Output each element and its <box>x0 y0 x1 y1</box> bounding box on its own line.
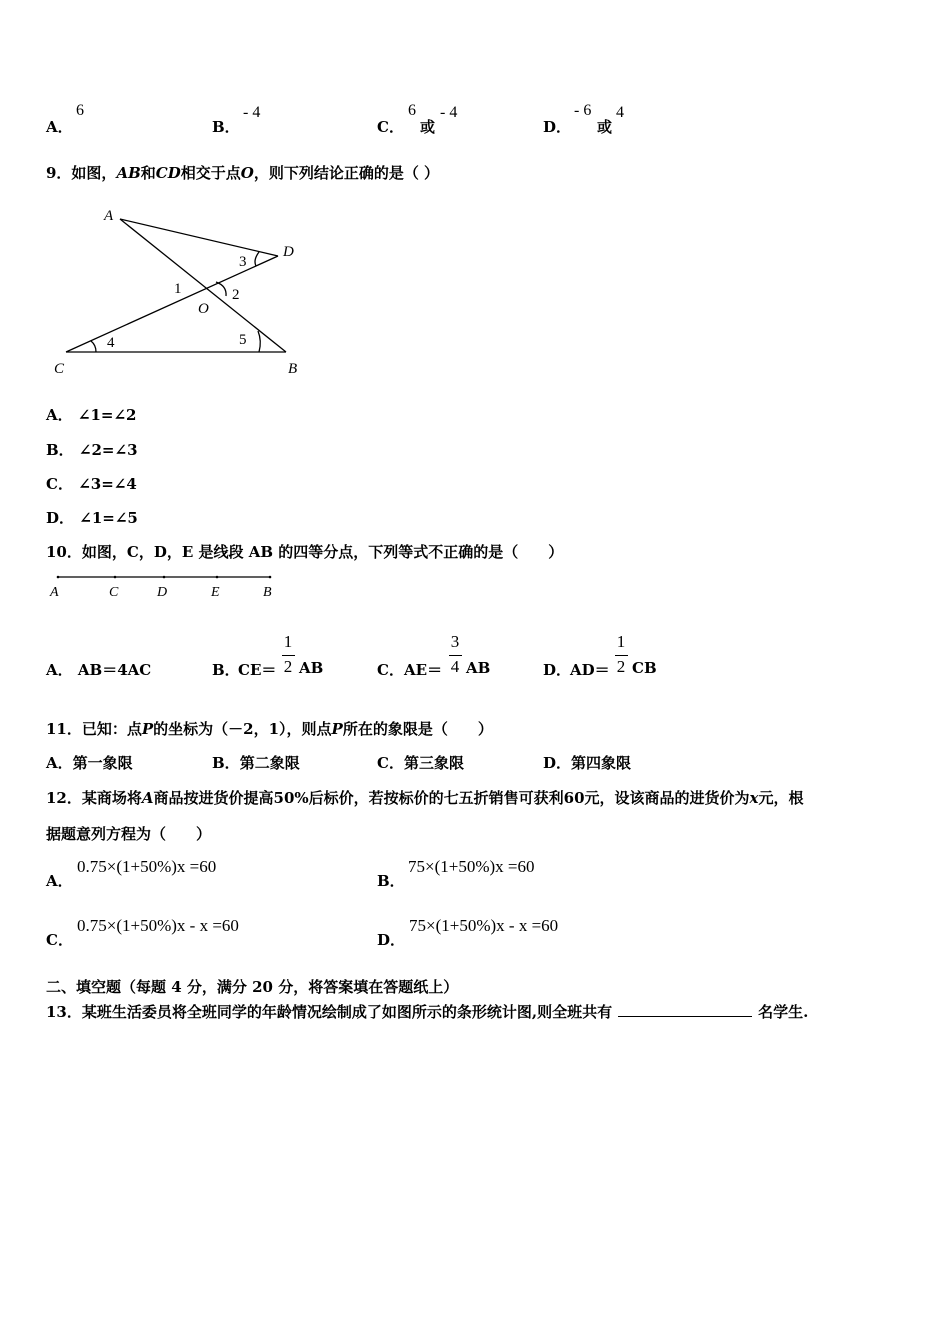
angle-3-arc <box>255 252 259 266</box>
q10-option-a <box>46 659 151 680</box>
q10-option-d-fraction-bar <box>615 655 628 656</box>
q10-option-b-pre: CE＝ <box>238 661 277 679</box>
q11-option-b-label: B． <box>212 754 240 772</box>
q11-tail: 所在的象限是（ ） <box>342 720 493 738</box>
q13-answer-blank[interactable] <box>618 1002 752 1017</box>
q8-option-d-value1: - 6 <box>574 102 592 119</box>
q12-pre: 12．某商场将 <box>46 789 142 807</box>
q10-option-d-numerator: 1 <box>616 632 626 651</box>
angle-3-label: 3 <box>239 254 247 270</box>
segment-point-b: B <box>263 585 272 600</box>
q9-option-d <box>46 507 138 528</box>
q11-mid: 的坐标为（－2，1），则点 <box>153 720 332 738</box>
q8-option-d-value2: 4 <box>616 104 624 121</box>
q9-option-c <box>46 473 137 494</box>
q8-option-d-label: D． <box>543 118 572 136</box>
q12-option-b-formula: 75×(1+50%)x =60 <box>408 857 535 876</box>
q9-num: 9．如图， <box>46 164 117 182</box>
q8-option-d-or: 或 <box>597 118 613 136</box>
q11-option-d-label: D． <box>543 754 572 772</box>
q13-stem <box>46 1001 808 1022</box>
q12-a: A <box>141 789 154 807</box>
angle-5-label: 5 <box>239 332 247 348</box>
q12-option-c-label: C． <box>46 931 73 949</box>
point-b-label: B <box>288 361 298 377</box>
q11-p: P <box>141 720 154 738</box>
q11-option-a-label: A． <box>46 754 73 772</box>
q12-option-d-label: D． <box>377 931 406 949</box>
q8-option-b-value: - 4 <box>243 104 261 121</box>
q8-option-c-value2: - 4 <box>440 104 458 121</box>
q8-option-b-label: B． <box>212 118 240 136</box>
q10-option-b-label: B． <box>212 661 240 679</box>
q8-option-c-or: 或 <box>420 118 436 136</box>
q12-stem-line1 <box>46 787 804 808</box>
q9-option-c-text: ∠3=∠4 <box>78 475 137 493</box>
angle-2-label: 2 <box>232 287 240 303</box>
segment-point-c: C <box>109 585 119 600</box>
q9-option-a <box>46 404 136 425</box>
q11-pre: 11．已知：点 <box>46 720 142 738</box>
q9-option-a-label: A． <box>46 406 73 424</box>
q11-option-c-text: 第三象限 <box>403 754 464 772</box>
q9-option-b-text: ∠2=∠3 <box>78 441 138 459</box>
q10-option-c-fraction-bar <box>449 655 462 656</box>
q9-o: O <box>240 164 254 182</box>
q12-tail: 元，根 <box>758 789 804 807</box>
q9-cd: CD <box>155 164 181 182</box>
q11-option-d-text: 第四象限 <box>571 754 632 772</box>
q13-post: 名学生. <box>758 1003 809 1021</box>
q12-option-a-formula: 0.75×(1+50%)x =60 <box>77 857 217 876</box>
angle-4-arc <box>91 341 96 352</box>
q9-figure <box>40 200 320 385</box>
segment-point-d: D <box>157 585 168 600</box>
q11-p2: P <box>331 720 343 738</box>
q11-option-c-label: C． <box>377 754 404 772</box>
q9-option-c-label: C． <box>46 475 73 493</box>
q10-option-c-post: AB <box>466 659 491 677</box>
segment-point-e: E <box>211 585 220 600</box>
point-c-label: C <box>54 361 65 377</box>
q8-option-a-value: 6 <box>76 102 84 119</box>
q9-option-b-label: B． <box>46 441 74 459</box>
q10-option-c-label: C． <box>377 661 404 679</box>
q10-option-c-pre: AE＝ <box>404 661 443 679</box>
q11-option-b-text: 第二象限 <box>239 754 300 772</box>
q8-option-c-label: C． <box>377 118 404 136</box>
q10-option-b-fraction-bar <box>282 655 295 656</box>
angle-4-label: 4 <box>107 335 115 351</box>
angle-1-label: 1 <box>174 281 182 297</box>
q11-option-d <box>543 752 631 773</box>
q11-option-a <box>46 752 133 773</box>
q8-option-a-label: A． <box>46 118 73 136</box>
q8-option-c-value1: 6 <box>408 102 416 119</box>
q10-option-a-text: AB＝4AC <box>77 661 152 679</box>
q9-option-d-label: D． <box>46 509 75 527</box>
q10-figure <box>44 570 284 602</box>
q10-option-d-denominator: 2 <box>616 657 626 676</box>
q9-option-b <box>46 439 138 460</box>
q10-option-b-denominator: 2 <box>283 657 293 676</box>
q10-option-d-pre: AD＝ <box>570 661 610 679</box>
q13-pre: 13．某班生活委员将全班同学的年龄情况绘制成了如图所示的条形统计图,则全班共有 <box>46 1003 613 1021</box>
point-d-label: D <box>283 244 294 260</box>
q12-option-c-formula: 0.75×(1+50%)x - x =60 <box>77 916 239 935</box>
point-a-label: A <box>104 208 114 224</box>
q9-stem <box>46 162 439 183</box>
q10-option-c-denominator: 4 <box>450 657 460 676</box>
q12-option-b-label: B． <box>377 872 405 890</box>
q11-option-a-text: 第一象限 <box>72 754 133 772</box>
q10-option-b-post: AB <box>299 659 324 677</box>
point-o-label: O <box>198 301 209 317</box>
q12-stem-line2: 据题意列方程为（ ） <box>46 825 212 843</box>
q10-option-d-label: D． <box>543 661 572 679</box>
q11-option-b <box>212 752 300 773</box>
angle-5-arc <box>258 331 260 352</box>
q12-x: x <box>749 789 759 807</box>
q9-and: 和 <box>140 164 156 182</box>
q12-mid: 商品按进货价提高50%后标价，若按标价的七五折销售可获利60元，设该商品的进货价为 <box>153 789 750 807</box>
q11-option-c <box>377 752 464 773</box>
q9-ab: AB <box>116 164 141 182</box>
q9-tail: ，则下列结论正确的是（ ） <box>253 164 440 182</box>
q9-mid: 相交于点 <box>180 164 241 182</box>
q12-option-a-label: A． <box>46 872 73 890</box>
q10-option-d-post: CB <box>632 659 657 677</box>
q12-option-d-formula: 75×(1+50%)x - x =60 <box>409 916 559 935</box>
q9-option-d-text: ∠1=∠5 <box>79 509 138 527</box>
segment-point-a: A <box>50 585 59 600</box>
q10-stem: 10．如图，C，D，E 是线段 AB 的四等分点，下列等式不正确的是（ ） <box>46 543 564 561</box>
section-2-title: 二、填空题（每题 4 分，满分 20 分，将答案填在答题纸上） <box>46 978 459 996</box>
q10-option-a-label: A． <box>46 661 73 679</box>
q10-option-c-numerator: 3 <box>450 632 460 651</box>
q9-option-a-text: ∠1=∠2 <box>77 406 137 424</box>
q11-stem <box>46 718 493 739</box>
q10-option-b-numerator: 1 <box>283 632 293 651</box>
